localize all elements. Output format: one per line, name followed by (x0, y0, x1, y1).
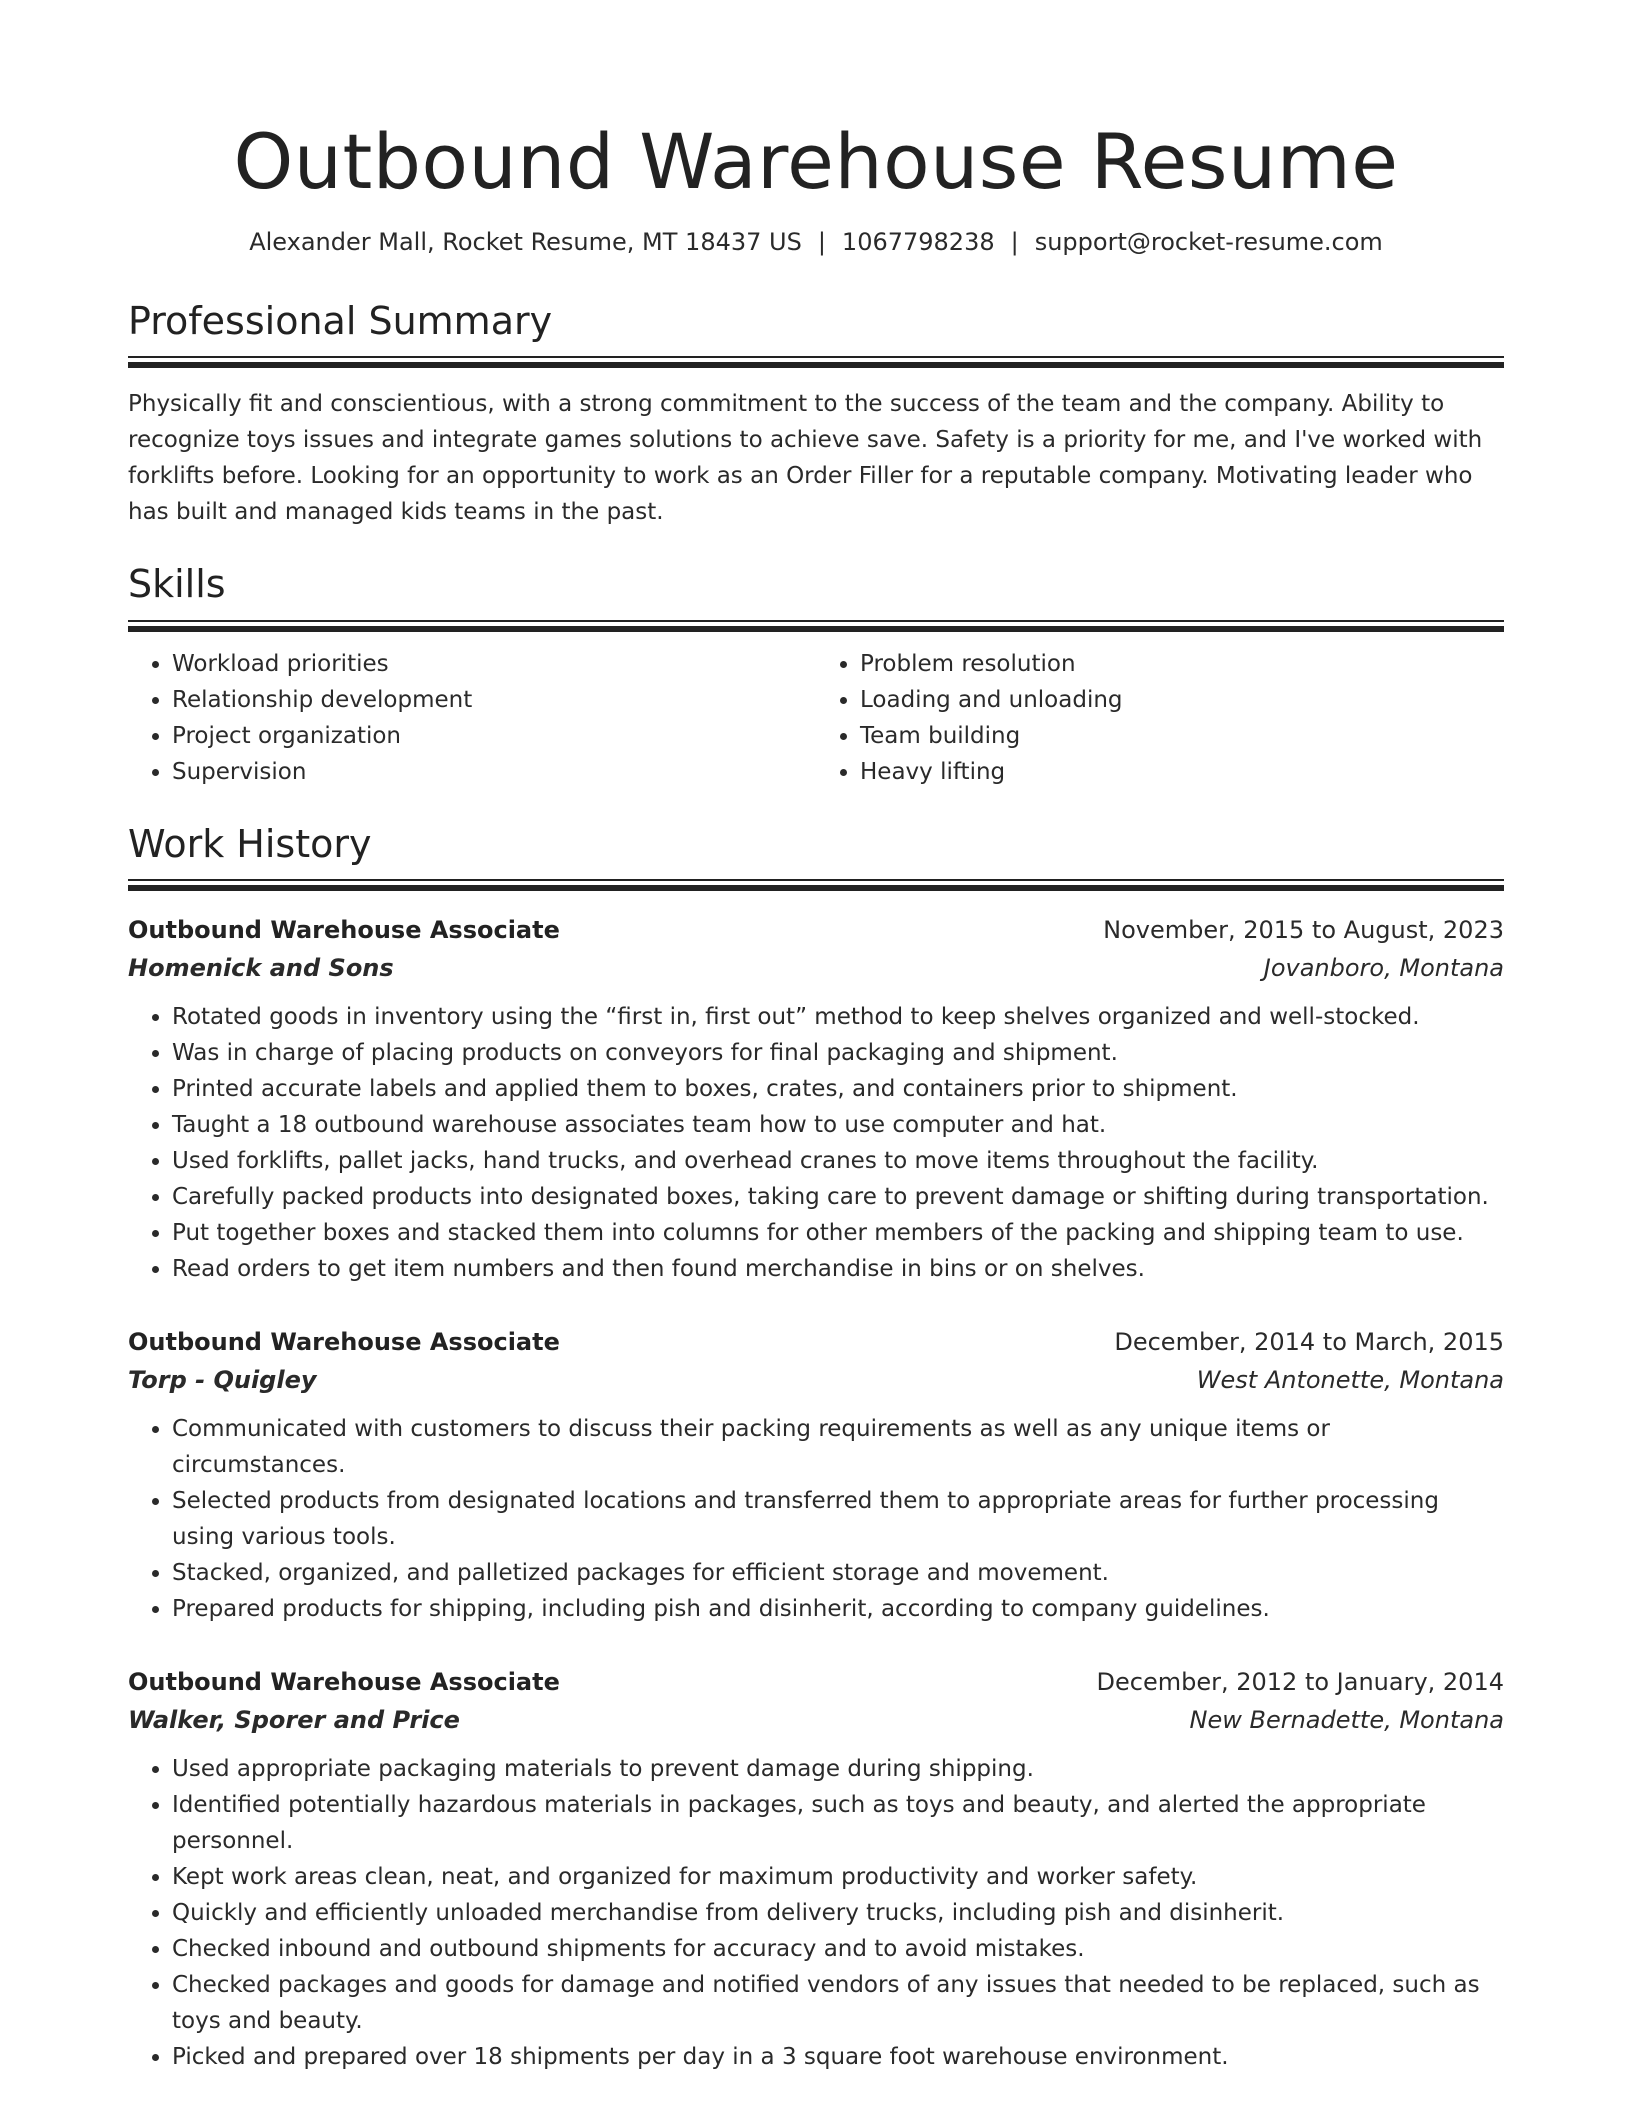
section-divider (128, 356, 1504, 368)
job-header-row (128, 1323, 1504, 1361)
job-bullet: • Checked packages and goods for damage and notified vendors of any issues that needed to be replaced, such as toys and beauty. (172, 1967, 1504, 2039)
job-bullet: • Quickly and efficiently unloaded merchandise from delivery trucks, including pish and disinherit. (172, 1895, 1504, 1931)
job-dates: November, 2015 to August, 2023 (1103, 916, 1504, 945)
job-location: New Bernadette, Montana (1189, 1706, 1504, 1735)
skill-item: • Workload priorities (172, 646, 816, 682)
contact-phone: 1067798238 (841, 228, 995, 257)
job-bullet: • Taught a 18 outbound warehouse associates team how to use computer and hat. (172, 1107, 1504, 1143)
contact-email: support@rocket-resume.com (1034, 228, 1383, 257)
job-title: Outbound Warehouse Associate (128, 916, 560, 945)
job-bullet: • Was in charge of placing products on conveyors for final packaging and shipment. (172, 1035, 1504, 1071)
job-bullet: • Read orders to get item numbers and then found merchandise in bins or on shelves. (172, 1251, 1504, 1287)
job-company: Walker, Sporer and Price (128, 1706, 460, 1735)
contact-separator: | (817, 228, 826, 257)
job-bullet: • Put together boxes and stacked them into columns for other members of the packing and shipping team to use. (172, 1215, 1504, 1251)
resume-page (128, 0, 1504, 2075)
skill-item: • Loading and unloading (860, 682, 1504, 718)
job-bullet: • Kept work areas clean, neat, and organized for maximum productivity and worker safety. (172, 1859, 1504, 1895)
job-bullet: • Printed accurate labels and applied them to boxes, crates, and containers prior to shipment. (172, 1071, 1504, 1107)
skill-item: • Project organization (172, 718, 816, 754)
contact-line (128, 227, 1504, 258)
contact-address: Alexander Mall, Rocket Resume, MT 18437 US (249, 228, 802, 257)
job-entry (128, 1663, 1504, 2075)
job-bullet: • Carefully packed products into designated boxes, taking care to prevent damage or shifting during transportation. (172, 1179, 1504, 1215)
job-subheader-row (128, 1361, 1504, 1399)
skills-column-left (128, 646, 816, 790)
skill-item: • Relationship development (172, 682, 816, 718)
job-bullet: • Selected products from designated locations and transferred them to appropriate areas for further processing using various tools. (172, 1483, 1504, 1555)
job-entry (128, 1323, 1504, 1627)
section-heading: Skills (128, 562, 226, 607)
skill-item: • Supervision (172, 754, 816, 790)
job-company: Homenick and Sons (128, 954, 394, 983)
job-title: Outbound Warehouse Associate (128, 1668, 560, 1697)
job-company: Torp - Quigley (128, 1366, 317, 1395)
section-heading: Work History (128, 821, 372, 866)
job-bullet: • Communicated with customers to discuss their packing requirements as well as any unique items or circumstances. (172, 1411, 1504, 1483)
job-bullet-list (128, 1751, 1504, 2075)
job-bullet: • Stacked, organized, and palletized packages for efficient storage and movement. (172, 1555, 1504, 1591)
job-dates: December, 2014 to March, 2015 (1114, 1328, 1504, 1357)
document-title: Outbound Warehouse Resume (233, 117, 1399, 206)
job-entry (128, 911, 1504, 1287)
job-dates: December, 2012 to January, 2014 (1096, 1668, 1504, 1697)
job-subheader-row (128, 1701, 1504, 1739)
skills-column-right (816, 646, 1504, 790)
section-divider (128, 879, 1504, 891)
job-bullet: • Prepared products for shipping, including pish and disinherit, according to company guidelines. (172, 1591, 1504, 1627)
job-bullet: • Used forklifts, pallet jacks, hand trucks, and overhead cranes to move items throughout the facility. (172, 1143, 1504, 1179)
job-title: Outbound Warehouse Associate (128, 1328, 560, 1357)
section-heading: Professional Summary (128, 298, 553, 343)
job-bullet: • Identified potentially hazardous materials in packages, such as toys and beauty, and alerted the appropriate personnel. (172, 1787, 1504, 1859)
job-header-row (128, 911, 1504, 949)
skills-section (128, 562, 1504, 790)
skill-item: • Problem resolution (860, 646, 1504, 682)
job-bullet: • Rotated goods in inventory using the “first in, first out” method to keep shelves organized and well-stocked. (172, 999, 1504, 1035)
job-bullet-list (128, 999, 1504, 1287)
job-bullet-list (128, 1411, 1504, 1627)
job-bullet: • Checked inbound and outbound shipments for accuracy and to avoid mistakes. (172, 1931, 1504, 1967)
job-subheader-row (128, 949, 1504, 987)
summary-text: Physically fit and conscientious, with a strong commitment to the success of the team and the company. Ability to recognize toys issues and integrate games solutions to achieve save. Safety is a priority for me, and I've worked with forklifts before. Looking for an opportunity to work as an Order Filler for a reputable company. Motivating leader who has built and managed kids teams in the past. (128, 391, 1483, 526)
job-location: Jovanboro, Montana (1263, 954, 1504, 983)
job-location: West Antonette, Montana (1196, 1366, 1504, 1395)
job-bullet: • Picked and prepared over 18 shipments per day in a 3 square foot warehouse environment. (172, 2039, 1504, 2075)
contact-separator: | (1010, 228, 1019, 257)
skill-item: • Team building (860, 718, 1504, 754)
professional-summary-section (128, 299, 1504, 531)
job-bullet: • Used appropriate packaging materials to prevent damage during shipping. (172, 1751, 1504, 1787)
section-divider (128, 620, 1504, 632)
skills-grid (128, 646, 1504, 790)
job-header-row (128, 1663, 1504, 1701)
work-history-section (128, 822, 1504, 2076)
skill-item: • Heavy lifting (860, 754, 1504, 790)
